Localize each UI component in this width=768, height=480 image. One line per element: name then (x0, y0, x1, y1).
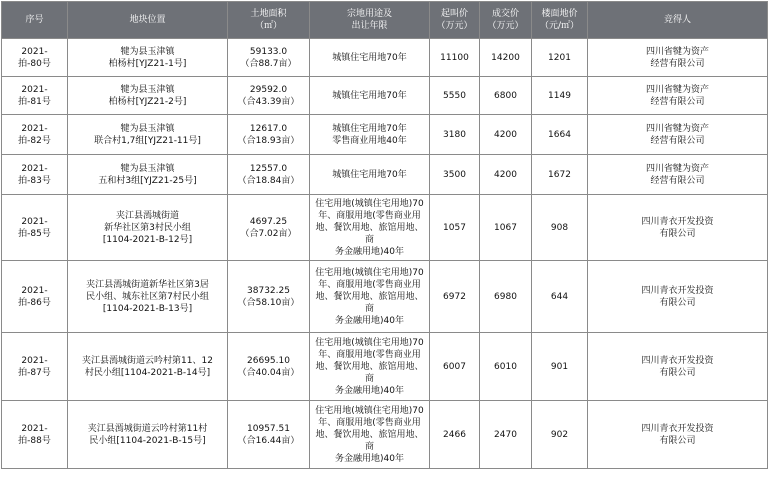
header-deal-price: 成交价 （万元） (480, 2, 532, 39)
cell-winner: 四川省犍为资产 经营有限公司 (588, 155, 768, 195)
cell-area: 4697.25 （合7.02亩） (228, 195, 310, 261)
cell-deal-price: 4200 (480, 115, 532, 155)
cell-usage: 住宅用地(城镇住宅用地)70 年、商服用地(零售商业用 地、餐饮用地、旅馆用地、商 务金融用地)40年 (310, 401, 430, 469)
cell-floor-price: 908 (532, 195, 588, 261)
cell-usage: 住宅用地(城镇住宅用地)70 年、商服用地(零售商业用 地、餐饮用地、旅馆用地、商 务金融用地)40年 (310, 261, 430, 333)
header-usage: 宗地用途及 出让年限 (310, 2, 430, 39)
cell-winner: 四川省犍为资产 经营有限公司 (588, 39, 768, 77)
cell-usage: 城镇住宅用地70年 零售商业用地40年 (310, 115, 430, 155)
cell-usage: 城镇住宅用地70年 (310, 155, 430, 195)
cell-area: 12617.0 （合18.93亩） (228, 115, 310, 155)
table-row (2, 261, 768, 333)
cell-deal-price: 6980 (480, 261, 532, 333)
cell-start-price: 6007 (430, 333, 480, 401)
cell-deal-price: 1067 (480, 195, 532, 261)
cell-floor-price: 1149 (532, 77, 588, 115)
table-row (2, 195, 768, 261)
cell-deal-price: 6010 (480, 333, 532, 401)
cell-start-price: 6972 (430, 261, 480, 333)
cell-id: 2021- 拍-80号 (2, 39, 68, 77)
cell-id: 2021- 拍-86号 (2, 261, 68, 333)
cell-id: 2021- 拍-83号 (2, 155, 68, 195)
cell-area: 38732.25 （合58.10亩） (228, 261, 310, 333)
cell-usage: 住宅用地(城镇住宅用地)70 年、商服用地(零售商业用 地、餐饮用地、旅馆用地、商 务金融用地)40年 (310, 195, 430, 261)
cell-winner: 四川青衣开发投资 有限公司 (588, 333, 768, 401)
table-body (2, 39, 768, 469)
table-row (2, 77, 768, 115)
cell-start-price: 5550 (430, 77, 480, 115)
cell-location: 犍为县玉津镇 五和村3组[YJZ21-25号] (68, 155, 228, 195)
cell-floor-price: 644 (532, 261, 588, 333)
cell-start-price: 11100 (430, 39, 480, 77)
cell-id: 2021- 拍-81号 (2, 77, 68, 115)
cell-location: 犍为县玉津镇 柏杨村[YJZ21-1号] (68, 39, 228, 77)
table-row (2, 401, 768, 469)
cell-id: 2021- 拍-85号 (2, 195, 68, 261)
cell-floor-price: 1201 (532, 39, 588, 77)
cell-deal-price: 2470 (480, 401, 532, 469)
header-area: 土地面积 （㎡） (228, 2, 310, 39)
cell-id: 2021- 拍-82号 (2, 115, 68, 155)
table-row (2, 39, 768, 77)
land-auction-results-table (1, 1, 768, 469)
cell-location: 犍为县玉津镇 柏杨村[YJZ21-2号] (68, 77, 228, 115)
header-row (2, 2, 768, 39)
cell-start-price: 1057 (430, 195, 480, 261)
cell-winner: 四川省犍为资产 经营有限公司 (588, 77, 768, 115)
cell-usage: 城镇住宅用地70年 (310, 77, 430, 115)
cell-area: 26695.10 （合40.04亩） (228, 333, 310, 401)
table-row (2, 115, 768, 155)
cell-id: 2021- 拍-87号 (2, 333, 68, 401)
cell-start-price: 2466 (430, 401, 480, 469)
header-winner: 竞得人 (588, 2, 768, 39)
cell-area: 10957.51 （合16.44亩） (228, 401, 310, 469)
cell-floor-price: 1664 (532, 115, 588, 155)
cell-deal-price: 4200 (480, 155, 532, 195)
cell-winner: 四川青衣开发投资 有限公司 (588, 401, 768, 469)
cell-area: 29592.0 （合43.39亩） (228, 77, 310, 115)
header-location: 地块位置 (68, 2, 228, 39)
cell-id: 2021- 拍-88号 (2, 401, 68, 469)
land-auction-table-container (1, 1, 768, 469)
table-header (2, 2, 768, 39)
cell-floor-price: 902 (532, 401, 588, 469)
cell-winner: 四川省犍为资产 经营有限公司 (588, 115, 768, 155)
cell-location: 夹江县漹城街道云吟村第11、12 村民小组[1104-2021-B-14号] (68, 333, 228, 401)
cell-winner: 四川青衣开发投资 有限公司 (588, 261, 768, 333)
cell-floor-price: 1672 (532, 155, 588, 195)
table-row (2, 155, 768, 195)
cell-start-price: 3180 (430, 115, 480, 155)
cell-location: 夹江县漹城街道新华社区第3居 民小组、城东社区第7村民小组 [1104-2021-B-13号] (68, 261, 228, 333)
header-start-price: 起叫价 （万元） (430, 2, 480, 39)
cell-start-price: 3500 (430, 155, 480, 195)
cell-floor-price: 901 (532, 333, 588, 401)
header-id: 序号 (2, 2, 68, 39)
cell-location: 犍为县玉津镇 联合村1,7组[YJZ21-11号] (68, 115, 228, 155)
cell-area: 12557.0 （合18.84亩） (228, 155, 310, 195)
cell-location: 夹江县漹城街道 新华社区第3村民小组 [1104-2021-B-12号] (68, 195, 228, 261)
table-row (2, 333, 768, 401)
cell-location: 夹江县漹城街道云吟村第11村 民小组[1104-2021-B-15号] (68, 401, 228, 469)
cell-deal-price: 14200 (480, 39, 532, 77)
cell-usage: 城镇住宅用地70年 (310, 39, 430, 77)
cell-usage: 住宅用地(城镇住宅用地)70 年、商服用地(零售商业用 地、餐饮用地、旅馆用地、商 务金融用地)40年 (310, 333, 430, 401)
cell-area: 59133.0 （合88.7亩） (228, 39, 310, 77)
cell-deal-price: 6800 (480, 77, 532, 115)
header-floor-price: 楼面地价 （元/㎡） (532, 2, 588, 39)
cell-winner: 四川青衣开发投资 有限公司 (588, 195, 768, 261)
